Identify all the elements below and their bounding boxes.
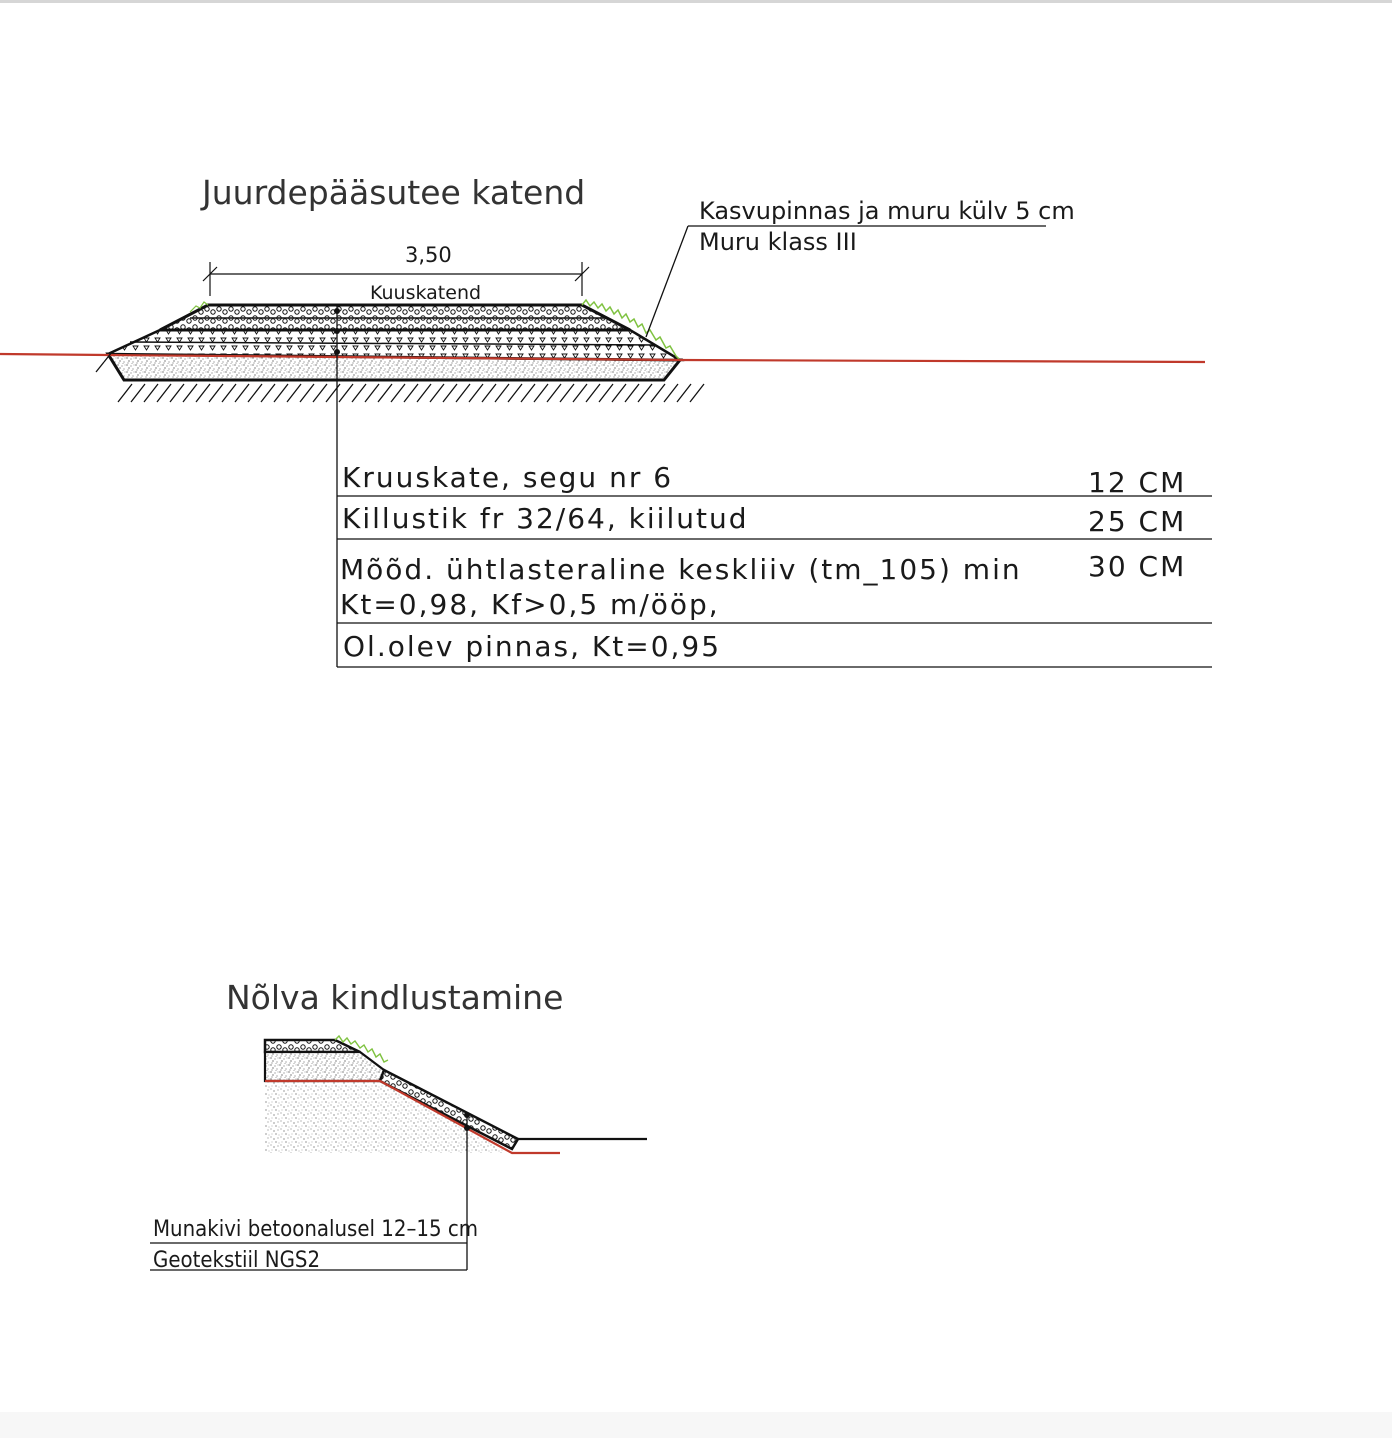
section2-title: Nõlva kindlustamine xyxy=(226,978,564,1017)
layer-4-text: Ol.olev pinnas, Kt=0,95 xyxy=(343,630,722,663)
layer-2-text: Killustik fr 32/64, kiilutud xyxy=(342,502,749,535)
hatch-mark xyxy=(417,384,431,402)
hatch-mark xyxy=(391,384,405,402)
hatch-mark xyxy=(131,384,145,402)
hatch-mark xyxy=(365,384,379,402)
hatch-mark xyxy=(469,384,483,402)
callout-line-2: Muru klass III xyxy=(699,228,857,256)
hatch-mark xyxy=(196,384,210,402)
hatch-mark xyxy=(157,384,171,402)
hatch-mark xyxy=(612,384,626,402)
hatch-mark xyxy=(287,384,301,402)
hatch-mark xyxy=(625,384,639,402)
hatch-mark xyxy=(638,384,652,402)
ground-line-right xyxy=(680,360,1205,362)
dimension-value: 3,50 xyxy=(405,243,452,267)
hatch-mark xyxy=(443,384,457,402)
hatch-mark xyxy=(677,384,691,402)
callout-line-1: Kasvupinnas ja muru külv 5 cm xyxy=(699,197,1075,225)
ground-line-left xyxy=(0,354,108,355)
hatch-mark xyxy=(209,384,223,402)
hatch-mark xyxy=(144,384,158,402)
hatch-mark xyxy=(326,384,340,402)
hatch-mark xyxy=(248,384,262,402)
layer-3-text-2: Kt=0,98, Kf>0,5 m/ööp, xyxy=(340,588,720,621)
layer-2-thickness: 25 CM xyxy=(1088,505,1187,538)
hatch-mark xyxy=(430,384,444,402)
hatch-mark xyxy=(404,384,418,402)
section1-title-text: Juurdepääsutee katend xyxy=(202,173,586,212)
hatch-mark xyxy=(521,384,535,402)
hatch-mark xyxy=(313,384,327,402)
hatch-mark xyxy=(118,384,132,402)
layer-1-thickness: 12 CM xyxy=(1088,466,1187,499)
hatch-mark xyxy=(183,384,197,402)
layer-3-text: Mõõd. ühtlasteraline keskliiv (tm_105) min xyxy=(340,553,1022,586)
hatch-mark xyxy=(339,384,353,402)
hatch-mark xyxy=(482,384,496,402)
hatch-mark xyxy=(456,384,470,402)
slope-label-2: Geotekstiil NGS2 xyxy=(153,1247,321,1273)
hatch-mark xyxy=(586,384,600,402)
hatch-mark xyxy=(300,384,314,402)
hatch-mark xyxy=(170,384,184,402)
hatch-mark xyxy=(352,384,366,402)
hatch-mark xyxy=(222,384,236,402)
hatch-mark xyxy=(261,384,275,402)
layer-3-thickness: 30 CM xyxy=(1088,550,1187,583)
slope-cross-section xyxy=(265,1036,647,1153)
grass-callout xyxy=(646,197,1075,337)
surface-label: Kuuskatend xyxy=(370,282,482,304)
hatch-mark xyxy=(599,384,613,402)
hatch-mark xyxy=(235,384,249,402)
hatch-mark xyxy=(495,384,509,402)
layer-table xyxy=(337,461,1212,667)
section1-title xyxy=(200,173,585,212)
hatch-mark xyxy=(664,384,678,402)
slope-base-layer xyxy=(265,1052,384,1081)
slope-surface-layer xyxy=(265,1040,360,1052)
hatch-mark xyxy=(547,384,561,402)
hatch-mark xyxy=(690,384,704,402)
hatch-mark xyxy=(573,384,587,402)
hatch-mark xyxy=(274,384,288,402)
hatch-mark xyxy=(560,384,574,402)
hatch-mark xyxy=(378,384,392,402)
hatch-mark xyxy=(534,384,548,402)
hatch-mark xyxy=(508,384,522,402)
hatch-mark xyxy=(96,362,104,372)
road-cross-section xyxy=(108,305,680,380)
layer-1-text: Kruuskate, segu nr 6 xyxy=(342,461,674,494)
slope-label-1: Munakivi betoonalusel 12–15 cm xyxy=(153,1216,478,1242)
hatch-mark xyxy=(651,384,665,402)
